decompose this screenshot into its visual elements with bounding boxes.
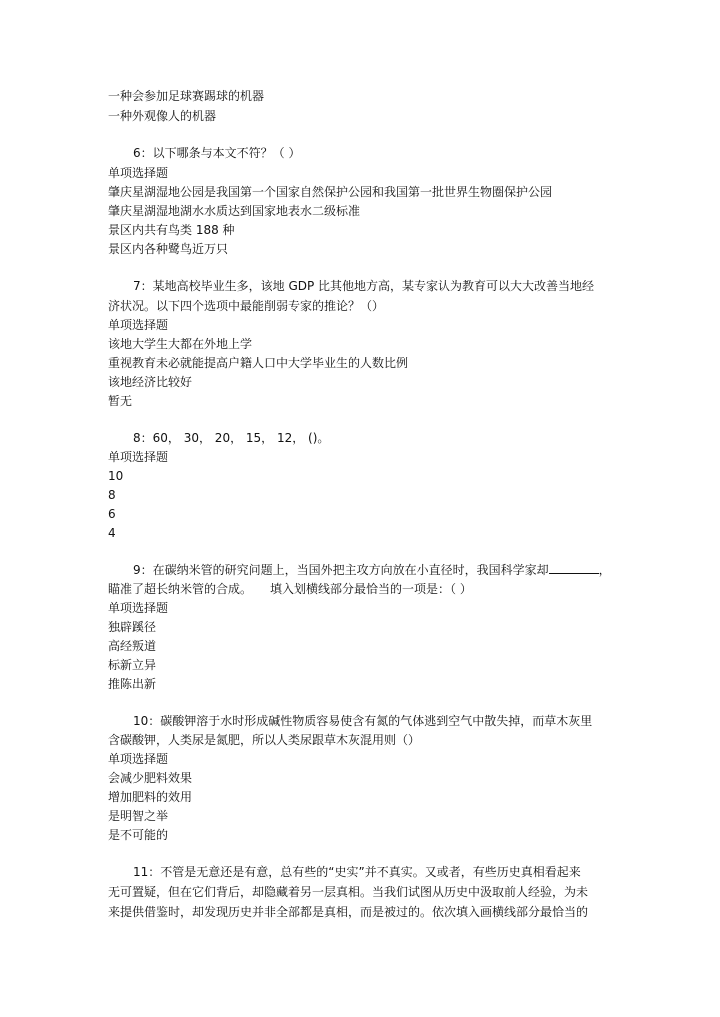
q9-option-d: 推陈出新 (108, 677, 157, 691)
q7-type: 单项选择题 (108, 318, 169, 332)
q11-stem-line1: 11：不管是无意还是有意，总有些的“史实”并不真实。又或者，有些历史真相看起来 (133, 865, 581, 879)
q9-stem-line2 (108, 581, 472, 597)
q8-stem: 8：60， 30， 20， 15， 12， ()。 (133, 431, 330, 445)
q7-option-c: 该地经济比较好 (108, 375, 193, 389)
q6-option-a: 肇庆星湖湿地公园是我国第一个国家自然保护公园和我国第一批世界生物圈保护公园 (108, 185, 553, 199)
q9-blank-line (549, 562, 599, 574)
q8-type: 单项选择题 (108, 450, 169, 464)
q11-stem-line2: 无可置疑，但在它们背后，却隐藏着另一层真相。当我们试图从历史中汲取前人经验，为未 (108, 885, 589, 899)
q9-stem-line2-b: 填入划横线部分最恰当的一项是：（ ） (270, 582, 472, 596)
q10-type: 单项选择题 (108, 752, 169, 766)
q5-option-d: 一种外观像人的机器 (108, 109, 217, 123)
q9-option-a: 独辟蹊径 (108, 620, 157, 634)
q7-option-a: 该地大学生大都在外地上学 (108, 337, 253, 351)
q7-stem-line1: 7：某地高校毕业生多，该地 GDP 比其他地方高，某专家认为教育可以大大改善当地经 (133, 279, 595, 293)
q8-option-c: 6 (108, 507, 116, 521)
q7-option-b: 重视教育未必就能提高户籍人口中大学毕业生的人数比例 (108, 356, 409, 370)
q5-option-c: 一种会参加足球赛踢球的机器 (108, 89, 265, 103)
q9-stem-text: 9：在碳纳米管的研究问题上，当国外把主攻方向放在小直径时，我国科学家却 (133, 563, 549, 577)
q9-stem-line1 (133, 562, 611, 578)
q10-stem-line1: 10：碳酸钾溶于水时形成碱性物质容易使含有氮的气体逃到空气中散失掉，而草木灰里 (133, 714, 593, 728)
q9-type: 单项选择题 (108, 601, 169, 615)
q7-option-d: 暂无 (108, 394, 133, 408)
q10-option-c: 是明智之举 (108, 809, 169, 823)
q9-stem-end: ， (598, 563, 611, 577)
q8-option-a: 10 (108, 469, 124, 483)
q10-option-d: 是不可能的 (108, 828, 169, 842)
q6-type: 单项选择题 (108, 166, 169, 180)
q6-option-c: 景区内共有鸟类 188 种 (108, 223, 235, 237)
q10-stem-line2: 含碳酸钾，人类尿是氮肥，所以人类尿跟草木灰混用则（） (108, 733, 421, 747)
q9-option-b: 高经叛道 (108, 639, 157, 653)
q8-option-b: 8 (108, 488, 116, 502)
q7-stem-line2: 济状况。以下四个选项中最能削弱专家的推论？（） (108, 299, 385, 313)
q6-option-b: 肇庆星湖湿地湖水水质达到国家地表水二级标准 (108, 204, 361, 218)
q8-option-d: 4 (108, 526, 116, 540)
q11-stem-line3: 来提供借鉴时，却发现历史并非全部都是真相，而是被过的。依次填入画横线部分最恰当的 (108, 905, 589, 919)
q10-option-a: 会减少肥料效果 (108, 771, 193, 785)
q9-option-c: 标新立异 (108, 658, 157, 672)
q6-option-d: 景区内各种鹭鸟近万只 (108, 242, 229, 256)
q10-option-b: 增加肥料的效用 (108, 790, 193, 804)
q9-stem-line2-a: 瞄准了超长纳米管的合成。 (108, 582, 253, 596)
q6-stem: 6：以下哪条与本文不符？（ ） (133, 146, 301, 160)
